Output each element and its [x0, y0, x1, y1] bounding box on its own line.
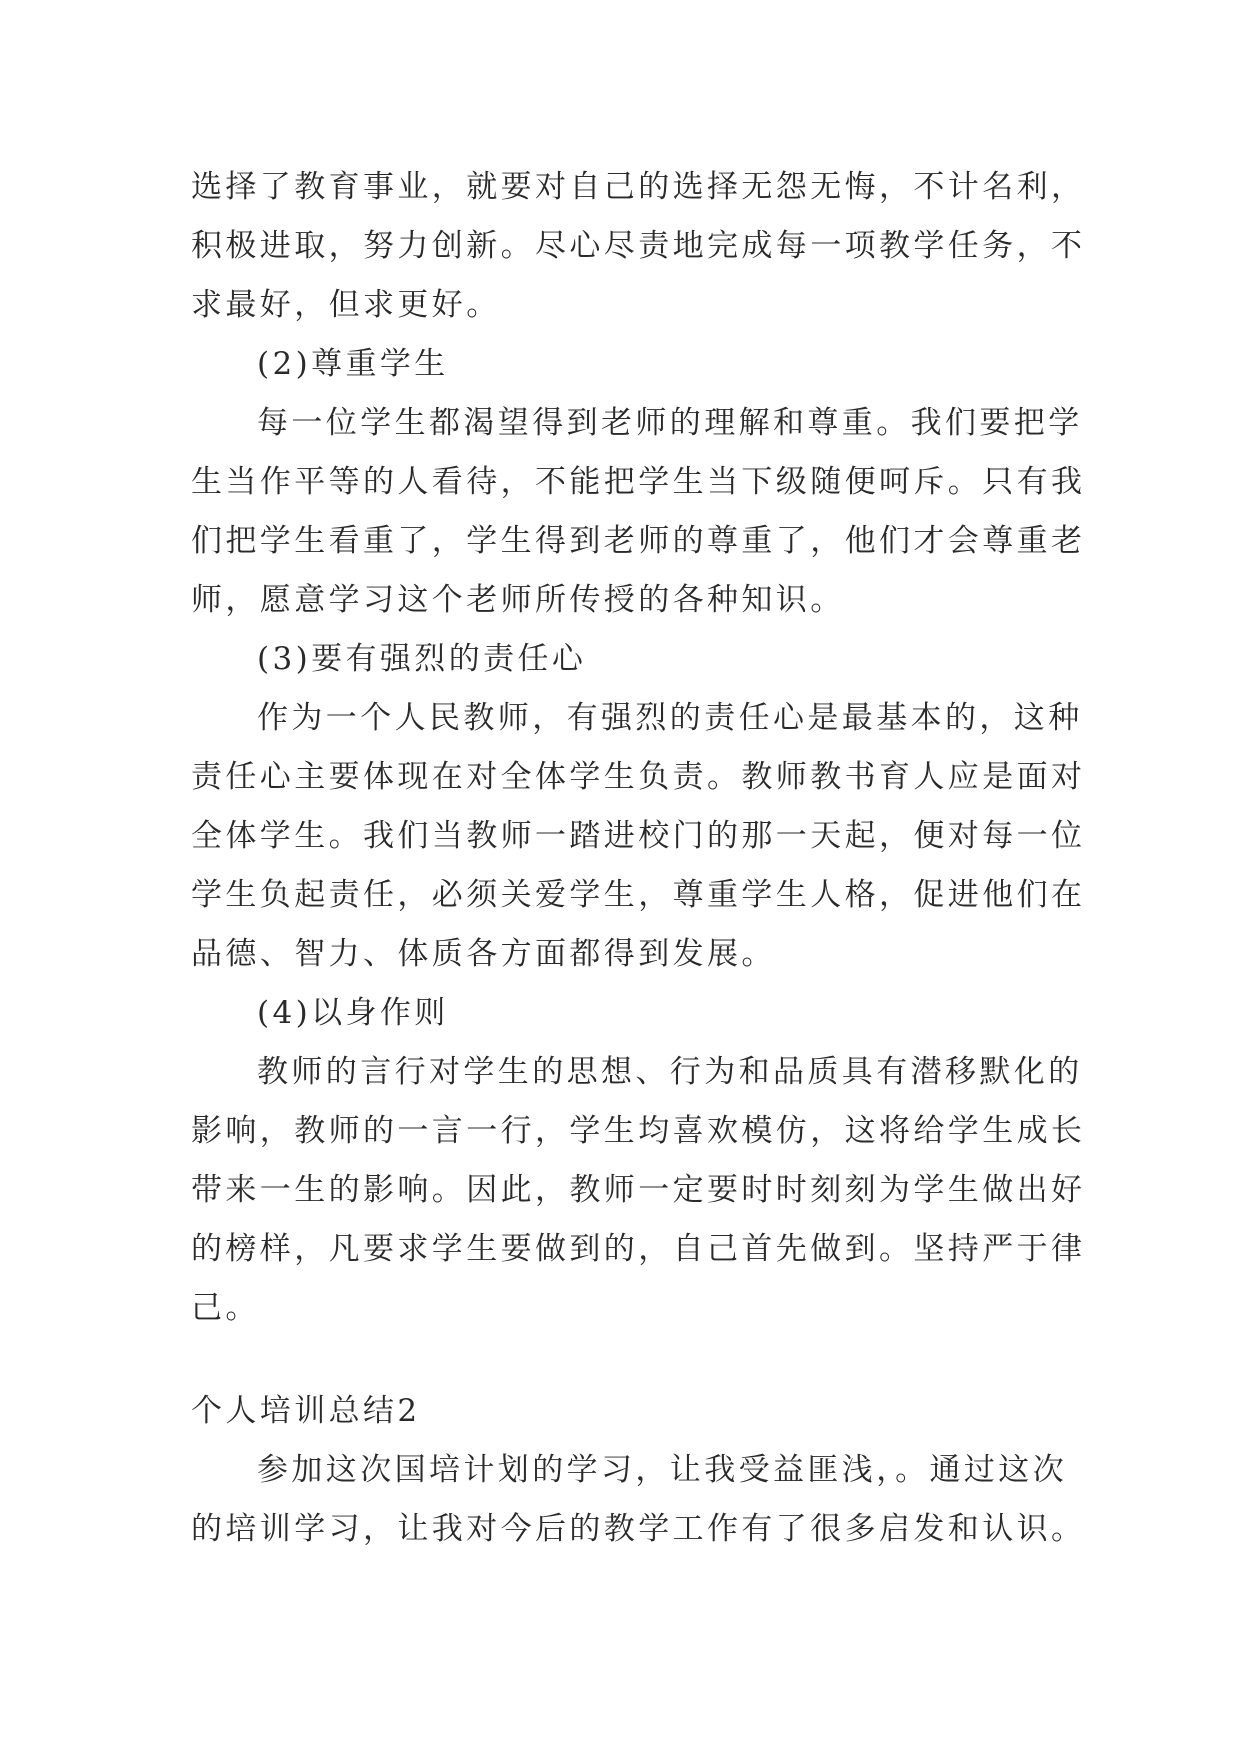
text-line: 学生负起责任，必须关爱学生，尊重学生人格，促进他们在 [191, 877, 1086, 913]
document-page [191, 158, 1086, 1559]
text-line: 参加这次国培计划的学习，让我受益匪浅，。通过这次 [257, 1452, 1068, 1488]
text-line: 师，愿意学习这个老师所传授的各种知识。 [191, 582, 845, 618]
text-line: 生当作平等的人看待，不能把学生当下级随便呵斥。只有我 [191, 464, 1086, 500]
text-line: 们把学生看重了，学生得到老师的尊重了，他们才会尊重老 [191, 523, 1086, 559]
text-line: 每一位学生都渴望得到老师的理解和尊重。我们要把学 [257, 405, 1083, 441]
text-line: 选择了教育事业，就要对自己的选择无怨无悔，不计名利， [191, 169, 1086, 205]
text-line: 作为一个人民教师，有强烈的责任心是最基本的，这种 [257, 700, 1083, 736]
text-line: 责任心主要体现在对全体学生负责。教师教书育人应是面对 [191, 759, 1086, 795]
text-line: 积极进取，努力创新。尽心尽责地完成每一项教学任务，不 [191, 228, 1086, 264]
paragraph-lead-by-example [191, 1043, 1086, 1338]
subheading-respect-students: (2)尊重学生 [257, 346, 449, 382]
text-line: 教师的言行对学生的思想、行为和品质具有潜移默化的 [257, 1054, 1083, 1090]
paragraph-intro [191, 158, 1086, 335]
text-line: 全体学生。我们当教师一踏进校门的那一天起，便对每一位 [191, 818, 1086, 854]
text-line: 求最好，但求更好。 [191, 287, 501, 323]
text-line: 己。 [191, 1290, 260, 1326]
paragraph-training-summary [191, 1441, 1086, 1559]
text-line: 带来一生的影响。因此，教师一定要时时刻刻为学生做出好 [191, 1172, 1086, 1208]
text-line: 品德、智力、体质各方面都得到发展。 [191, 936, 776, 972]
subheading-responsibility: (3)要有强烈的责任心 [257, 641, 587, 677]
paragraph-respect-students [191, 394, 1086, 630]
text-line: 影响，教师的一言一行，学生均喜欢模仿，这将给学生成长 [191, 1113, 1086, 1149]
subheading-lead-by-example: (4)以身作则 [257, 995, 449, 1031]
text-line: 的培训学习，让我对今后的教学工作有了很多启发和认识。 [191, 1511, 1086, 1547]
paragraph-responsibility [191, 689, 1086, 984]
text-line: 的榜样，凡要求学生要做到的，自己首先做到。坚持严于律 [191, 1231, 1086, 1267]
section-gap [191, 1338, 1079, 1382]
section-title: 个人培训总结2 [191, 1393, 421, 1429]
